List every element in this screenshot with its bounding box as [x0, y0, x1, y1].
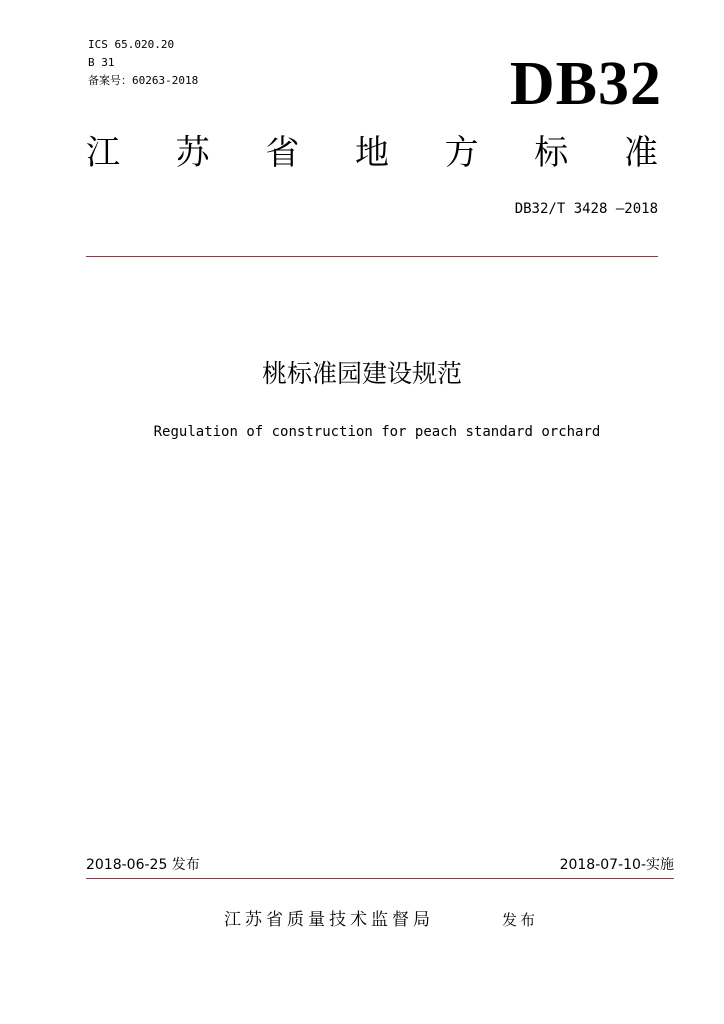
standard-type-title [86, 133, 658, 173]
standard-type-char: 准 [623, 133, 658, 173]
standard-type-char: 省 [265, 133, 300, 173]
implementation-date: 2018-07-10-实施 [559, 857, 674, 873]
standard-type-char: 江 [86, 133, 120, 173]
document-title-en: Regulation of construction for peach standard orchard [153, 424, 601, 440]
standard-type-char: 地 [354, 133, 389, 173]
standard-type-char: 标 [534, 133, 569, 173]
top-divider [86, 256, 658, 257]
ics-code: ICS 65.020.20 [88, 38, 175, 51]
record-number: 备案号：60263-2018 [88, 74, 199, 87]
bottom-divider [86, 878, 674, 879]
standard-type-char: 苏 [175, 133, 210, 173]
issuing-authority: 江苏省质量技术监督局 [224, 910, 434, 930]
issue-date: 2018-06-25 发布 [86, 857, 200, 873]
classification-code: B 31 [88, 56, 115, 69]
document-title-cn: 桃标准园建设规范 [261, 359, 462, 388]
issue-action: 发布 [502, 911, 539, 929]
standard-type-char: 方 [444, 133, 479, 173]
standard-number: DB32/T 3428 —2018 [514, 201, 658, 217]
db32-logo: DB32 [509, 50, 662, 118]
